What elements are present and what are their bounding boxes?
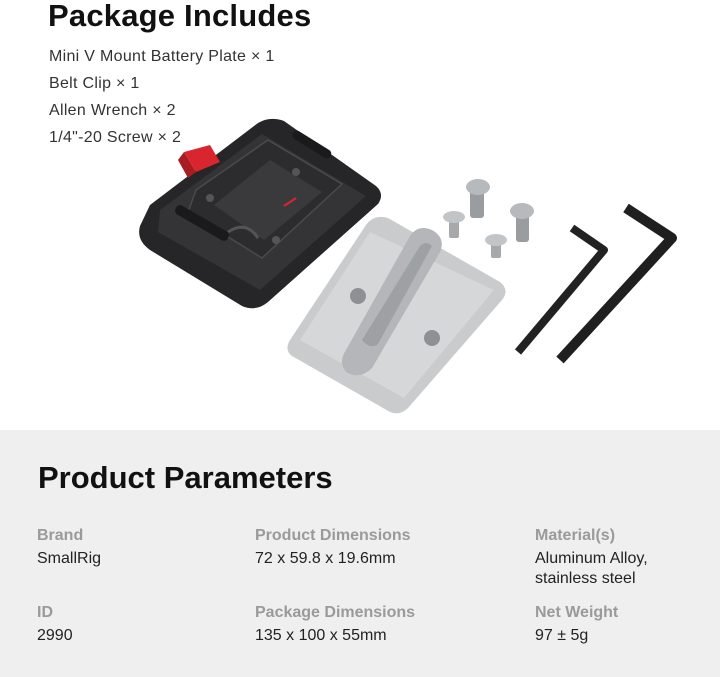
package-item: 1/4"-20 Screw × 2	[49, 129, 182, 146]
product-dimensions-label: Product Dimensions	[255, 527, 411, 544]
material-param	[535, 526, 648, 589]
brand-value: SmallRig	[37, 550, 102, 567]
package-title: Package Includes	[48, 0, 312, 33]
product-illustration	[0, 110, 720, 430]
package-item: Belt Clip × 1	[49, 75, 140, 92]
screw-image	[443, 179, 534, 258]
package-item: Mini V Mount Battery Plate × 1	[49, 48, 275, 65]
product-dimensions-value: 72 x 59.8 x 19.6mm	[255, 550, 396, 567]
material-value-line: Aluminum Alloy,	[535, 550, 648, 567]
product-dimensions-param	[255, 526, 411, 569]
material-value-line: stainless steel	[535, 570, 636, 587]
id-label: ID	[37, 604, 53, 621]
net-weight-label: Net Weight	[535, 604, 619, 621]
allen-wrench-image	[518, 208, 672, 360]
id-value: 2990	[37, 627, 73, 644]
brand-label: Brand	[37, 527, 84, 544]
package-item: Allen Wrench × 2	[49, 102, 176, 119]
brand-param	[37, 526, 101, 569]
id-param	[37, 603, 73, 646]
net-weight-value: 97 ± 5g	[535, 627, 589, 644]
net-weight-param	[535, 603, 618, 646]
material-label: Material(s)	[535, 527, 616, 544]
product-parameters-title: Product Parameters	[38, 460, 333, 495]
material-value	[535, 549, 648, 589]
product-parameters-section	[0, 430, 720, 677]
package-dimensions-value: 135 x 100 x 55mm	[255, 627, 387, 644]
package-dimensions-param	[255, 603, 415, 646]
package-dimensions-label: Package Dimensions	[255, 604, 416, 621]
